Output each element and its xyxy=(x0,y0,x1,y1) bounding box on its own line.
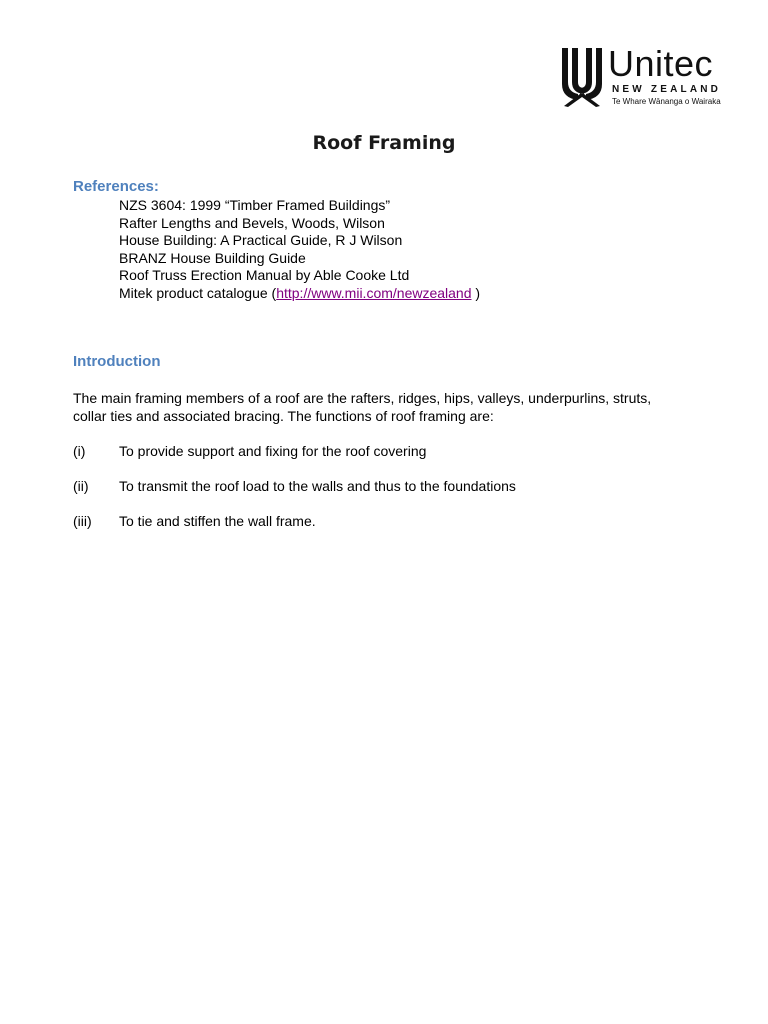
introduction-paragraph: The main framing members of a roof are the rafters, ridges, hips, valleys, underpurlins, struts, collar ties and associated bracing. The functions of roof framing are: xyxy=(73,390,652,424)
function-item xyxy=(73,513,316,530)
mitek-suffix: ) xyxy=(471,284,481,301)
references-heading: References: xyxy=(73,178,159,195)
reference-item: BRANZ House Building Guide xyxy=(119,249,306,266)
unitec-emblem-icon xyxy=(558,46,606,108)
function-item xyxy=(73,478,516,495)
function-number: (i) xyxy=(73,443,86,459)
logo-maori-name: Te Whare Wānanga o Wairaka xyxy=(612,97,721,106)
function-text: To transmit the roof load to the walls and thus to the foundations xyxy=(119,478,516,494)
reference-item: Rafter Lengths and Bevels, Woods, Wilson xyxy=(119,214,385,231)
introduction-heading: Introduction xyxy=(73,353,161,370)
function-text: To provide support and fixing for the roof covering xyxy=(119,443,427,459)
logo-country: NEW ZEALAND xyxy=(612,84,722,95)
mitek-link[interactable]: http://www.mii.com/newzealand xyxy=(276,284,472,301)
document-title: Roof Framing xyxy=(312,132,456,154)
function-number: (ii) xyxy=(73,478,89,494)
logo-wordmark: Unitec xyxy=(608,43,714,84)
function-item xyxy=(73,443,426,460)
function-text: To tie and stiffen the wall frame. xyxy=(119,513,316,529)
references-list xyxy=(119,197,480,303)
function-number: (iii) xyxy=(73,513,92,529)
reference-item-mitek xyxy=(119,285,480,303)
mitek-prefix: Mitek product catalogue ( xyxy=(119,284,277,301)
unitec-logo xyxy=(558,42,730,110)
reference-item: House Building: A Practical Guide, R J Wilson xyxy=(119,232,403,249)
reference-item: NZS 3604: 1999 “Timber Framed Buildings” xyxy=(119,197,391,213)
reference-item: Roof Truss Erection Manual by Able Cooke Ltd xyxy=(119,267,410,284)
